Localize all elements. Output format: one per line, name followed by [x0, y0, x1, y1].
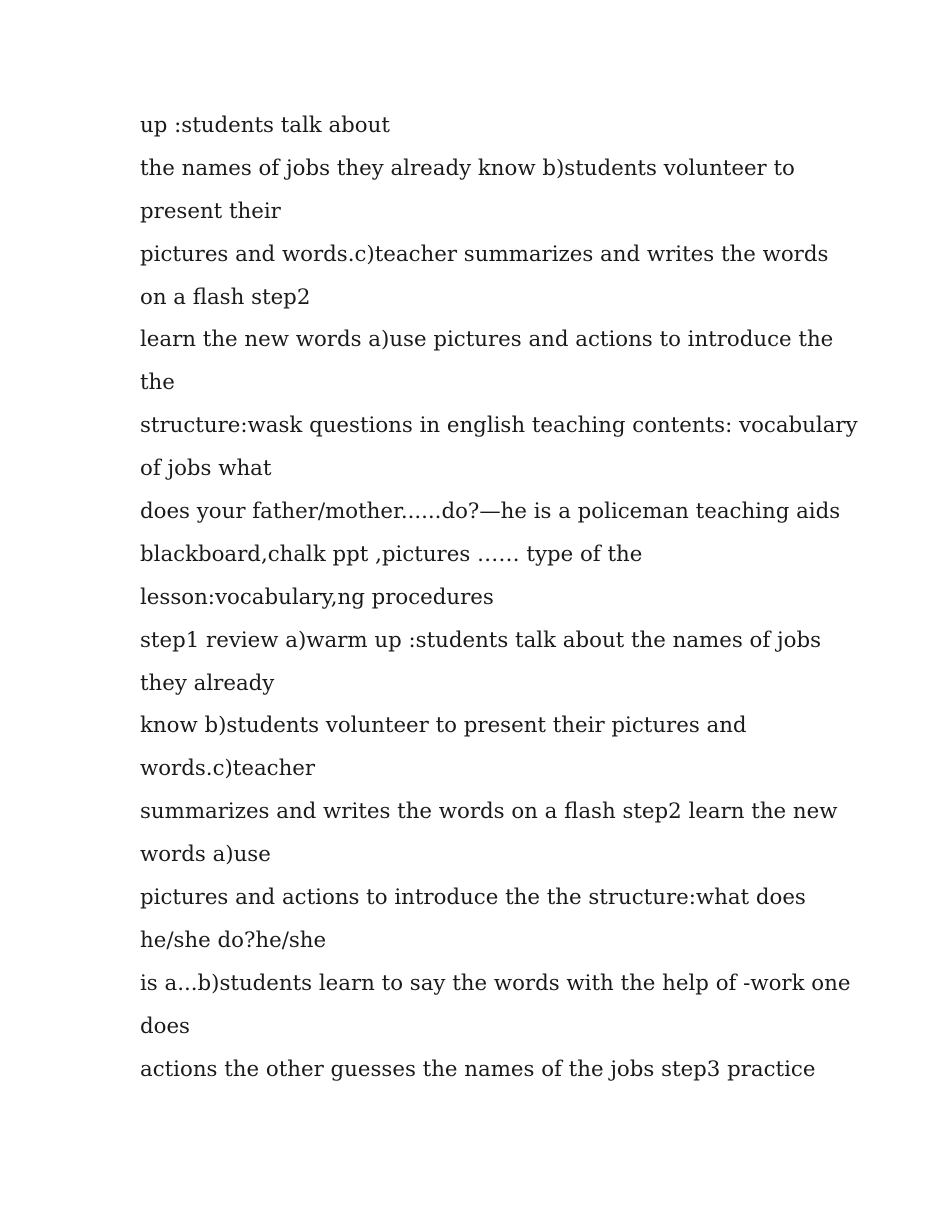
text-line: does — [140, 1013, 190, 1039]
text-line: learn the new words a)use pictures and actions to introduce the — [140, 327, 834, 353]
text-line: does your father/mother......do?—he is a policeman teaching aids — [140, 499, 841, 525]
text-line: step1 review a)warm up :students talk about the names of jobs — [140, 627, 822, 653]
text-line: the — [140, 370, 175, 396]
text-line: words.c)teacher — [140, 756, 316, 782]
text-line: the names of jobs they already know b)students volunteer to — [140, 155, 795, 181]
text-line: structure:wask questions in english teaching contents: vocabulary — [140, 413, 858, 439]
text-line: blackboard,chalk ppt ,pictures …… type of the — [140, 541, 643, 567]
text-line: pictures and words.c)teacher summarizes and writes the words — [140, 241, 829, 267]
text-line: present their — [140, 198, 281, 224]
text-line: pictures and actions to introduce the the structure:what does — [140, 885, 806, 911]
text-line: know b)students volunteer to present their pictures and — [140, 713, 747, 739]
text-line: on a flash step2 — [140, 284, 311, 310]
text-line: summarizes and writes the words on a flash step2 learn the new — [140, 799, 838, 825]
text-line: up :students talk about — [140, 113, 390, 138]
text-line: is a...b)students learn to say the words with the help of -work one — [140, 970, 851, 996]
text-line: lesson:vocabulary,ng procedures — [140, 584, 494, 610]
text-line: of jobs what — [140, 456, 272, 482]
text-line: he/she do?he/she — [140, 927, 327, 953]
text-line: they already — [140, 670, 275, 696]
text-line: actions the other guesses the names of the jobs step3 practice — [140, 1056, 816, 1082]
text-line: words a)use — [140, 842, 271, 868]
document-body — [140, 105, 858, 1091]
